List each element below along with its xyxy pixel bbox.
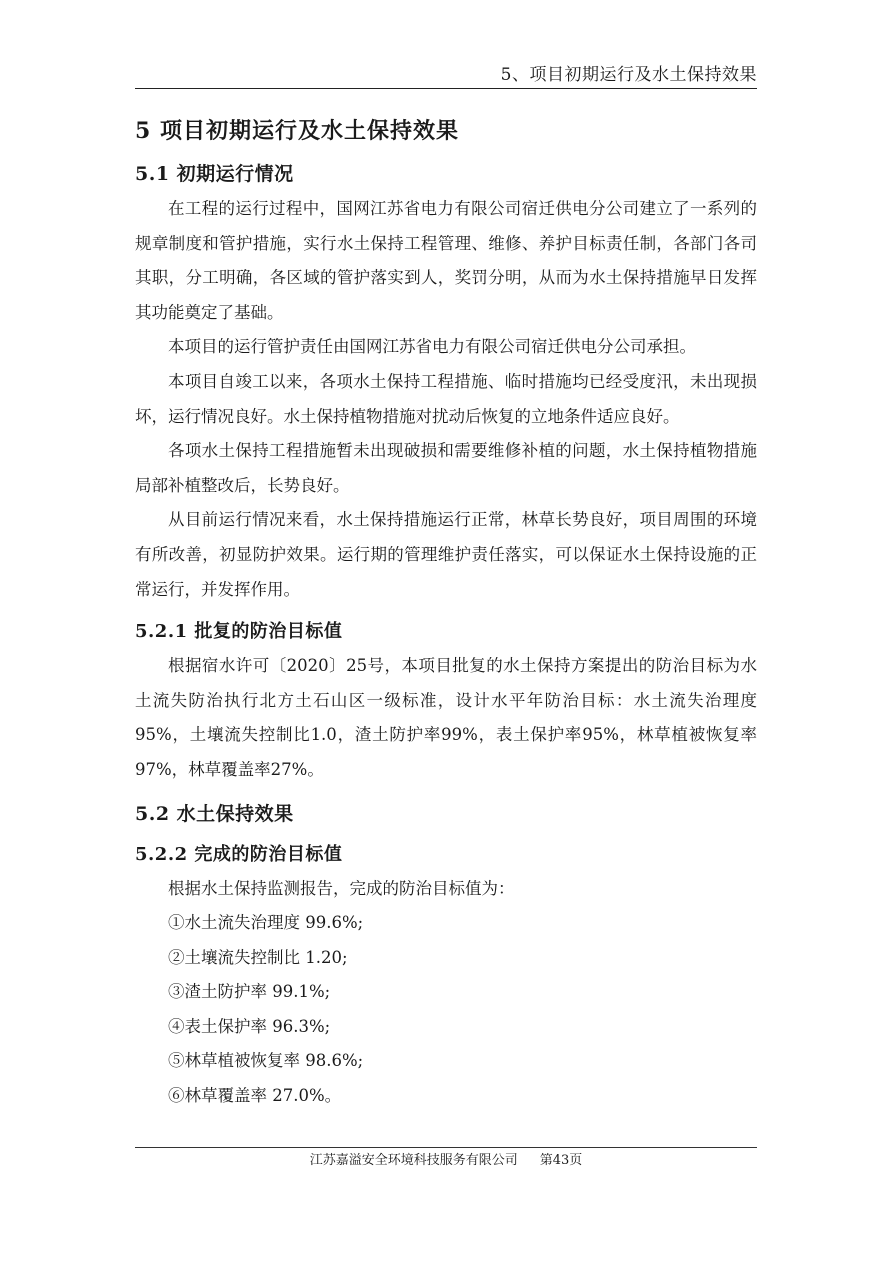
page-content xyxy=(135,114,757,1114)
section-title-5-2: 5.2 水土保持效果 xyxy=(135,802,294,825)
paragraph: 根据水土保持监测报告，完成的防治目标值为： xyxy=(168,878,515,898)
page-number: 第43页 xyxy=(539,1153,583,1168)
list-item: ⑥林草覆盖率 27.0%。 xyxy=(168,1086,342,1106)
paragraph: 根据宿水许可〔2020〕25号，本项目批复的水土保持方案提出的防治目标为水土流失防治执行北方土石山区一级标准，设计水平年防治目标：水土流失治理度95%，土壤流失控制比1.0，渣土防护率99%，表土保护率95%，林草植被恢复率97%，林草覆盖率27%。 xyxy=(135,656,757,779)
chapter-title: 5 项目初期运行及水土保持效果 xyxy=(135,118,459,144)
list-item: ③渣土防护率 99.1%; xyxy=(168,982,331,1002)
running-header: 5、项目初期运行及水土保持效果 xyxy=(500,65,757,85)
list-item: ⑤林草植被恢复率 98.6%; xyxy=(168,1051,364,1071)
subsection-title-5-2-1: 5.2.1 批复的防治目标值 xyxy=(135,621,343,643)
footer-rule xyxy=(135,1147,757,1148)
paragraph: 本项目自竣工以来，各项水土保持工程措施、临时措施均已经受度汛，未出现损坏，运行情况良好。水土保持植物措施对扰动后恢复的立地条件适应良好。 xyxy=(135,371,757,426)
section-title-5-1: 5.1 初期运行情况 xyxy=(135,163,294,185)
target-values-list xyxy=(135,906,757,1114)
list-item: ②土壤流失控制比 1.20; xyxy=(168,947,348,967)
paragraph: 本项目的运行管护责任由国网江苏省电力有限公司宿迁供电分公司承担。 xyxy=(168,337,696,357)
subsection-title-5-2-2: 5.2.2 完成的防治目标值 xyxy=(135,843,343,865)
list-item: ①水土流失治理度 99.6%; xyxy=(168,913,364,933)
footer-company: 江苏嘉溢安全环境科技服务有限公司 xyxy=(309,1153,518,1168)
paragraph: 在工程的运行过程中，国网江苏省电力有限公司宿迁供电分公司建立了一系列的规章制度和管护措施，实行水土保持工程管理、维修、养护目标责任制，各部门各司其职，分工明确，各区域的管护落实到人，奖罚分明，从而为水土保持措施早日发挥其功能奠定了基础。 xyxy=(135,199,757,322)
page-footer xyxy=(135,1152,757,1170)
paragraph: 从目前运行情况来看，水土保持措施运行正常，林草长势良好，项目周围的环境有所改善，初显防护效果。运行期的管理维护责任落实，可以保证水土保持设施的正常运行，并发挥作用。 xyxy=(135,510,757,599)
list-item: ④表土保护率 96.3%; xyxy=(168,1016,331,1036)
paragraph: 各项水土保持工程措施暂未出现破损和需要维修补植的问题，水土保持植物措施局部补植整改后，长势良好。 xyxy=(135,441,757,495)
header-rule xyxy=(135,88,757,89)
